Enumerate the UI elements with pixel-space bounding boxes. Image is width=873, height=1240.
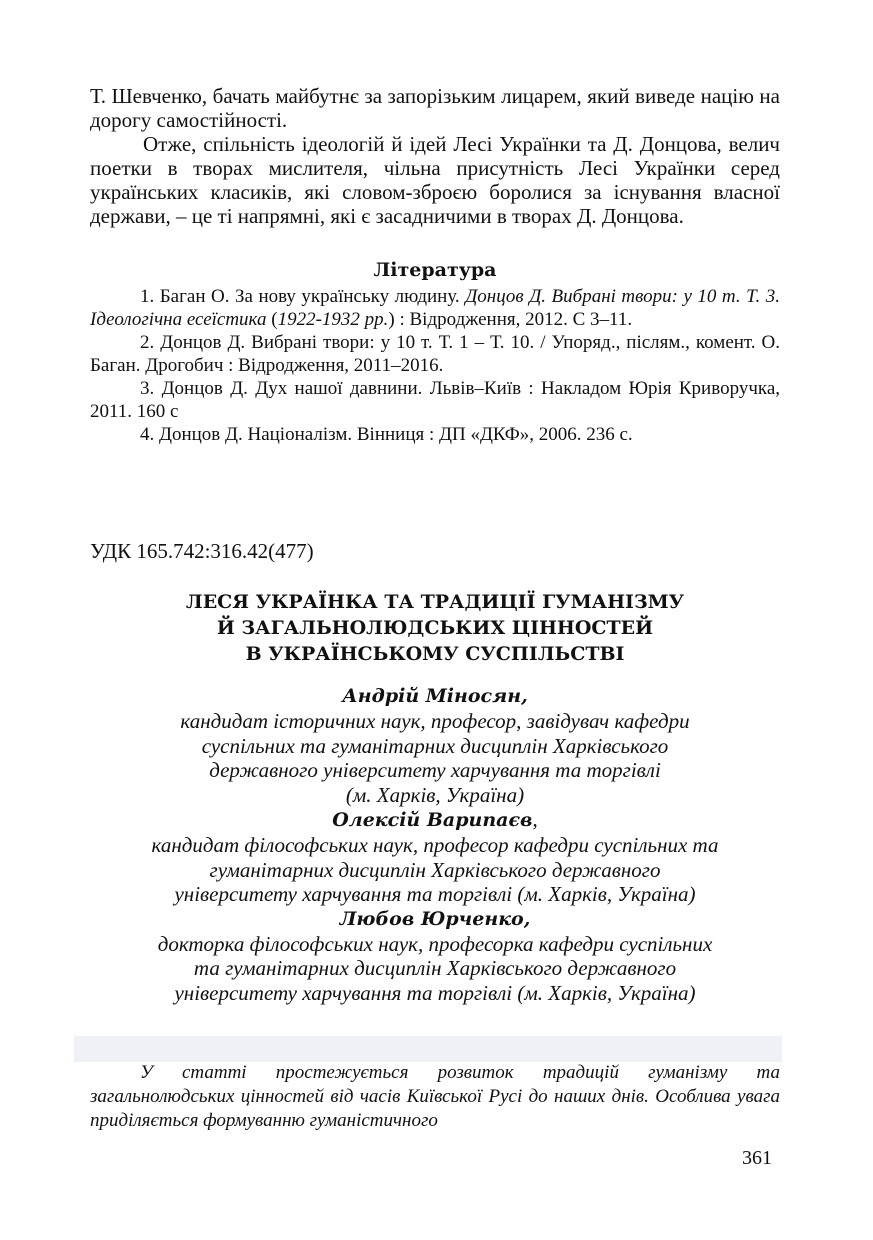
reference-1-years: 1922-1932 рр. — [277, 309, 389, 330]
author-name-2-text: Олексій Варипаєв — [332, 809, 533, 831]
author-affiliation-1-line-4: (м. Харків, Україна) — [345, 782, 525, 807]
literature-heading: Література — [373, 259, 497, 281]
body-paragraph-2: Отже, спільність ідеологій й ідей Лесі Українки та Д. Донцова, велич поетки в творах мислителя, чільна присутність Лесі Українки серед українських класиків, які словом-зброєю боролися за існування власної держави, – це ті напрямні, які є засадничими в творах Д. Донцова. — [90, 132, 780, 228]
author-name-1: Андрій Міносян, — [342, 685, 528, 707]
author-block-3 — [90, 907, 780, 1006]
article-title-line-1: ЛЕСЯ УКРАЇНКА ТА ТРАДИЦІЇ ГУМАНІЗМУ — [185, 591, 685, 613]
reference-1-source: Донцов Д. Вибрані твори: у 10 т. Т. 3. Ідеологічна есеїстика — [90, 286, 780, 330]
article-title — [90, 589, 780, 667]
abstract — [90, 1061, 780, 1133]
udk-code: УДК 165.742:316.42(477) — [90, 539, 314, 563]
reference-1-author: 1. Баган О. За нову українську людину. — [140, 286, 466, 307]
author-affiliation-1-line-3: державного університету харчування та торгівлі — [209, 758, 661, 782]
reference-1 — [90, 285, 780, 331]
author-affiliation-3-line-3: університету харчування та торгівлі (м. Харків, Україна) — [174, 980, 696, 1005]
article-title-line-2: Й ЗАГАЛЬНОЛЮДСЬКИХ ЦІННОСТЕЙ — [216, 617, 654, 639]
page-number: 361 — [742, 1147, 772, 1169]
page-content — [90, 84, 780, 1005]
author-block-1 — [90, 684, 780, 807]
reference-3: 3. Донцов Д. Дух нашої давнини. Львів–Київ : Накладом Юрія Криворучка, 2011. 160 с — [90, 378, 780, 422]
author-name-3: Любов Юрченко, — [339, 907, 531, 930]
reference-1-paren-open: ( — [266, 309, 278, 330]
abstract-separator-band — [74, 1036, 782, 1062]
author-affiliation-3-line-1: докторка філософських наук, професорка кафедри суспільних — [157, 931, 713, 956]
author-affiliation-1-line-1: кандидат історичних наук, професор, завідувач кафедри — [180, 709, 690, 733]
author-block-2 — [90, 807, 780, 907]
body-paragraph-1: Т. Шевченко, бачать майбутнє за запорізьким лицарем, який виведе націю на дорогу самостійності. — [90, 84, 780, 132]
author-affiliation-2-line-2: гуманітарних дисциплін Харківського державного — [209, 857, 661, 882]
author-affiliation-2-line-3: університету харчування та торгівлі (м. Харків, Україна) — [174, 882, 696, 906]
author-affiliation-2-line-1: кандидат філософських наук, професор кафедри суспільних та — [151, 833, 719, 857]
abstract-text: У статті простежується розвиток традицій гуманізму та загальнолюдських цінностей від часів Київської Русі до наших днів. Особлива увага приділяється формуванню гуманістичного — [90, 1062, 780, 1131]
author-affiliation-1-line-2: суспільних та гуманітарних дисциплін Харківського — [201, 733, 669, 758]
author-affiliation-3-line-2: та гуманітарних дисциплін Харківського державного — [193, 956, 677, 980]
reference-1-publisher: ) : Відродження, 2012. С 3–11. — [388, 309, 633, 330]
author-name-2 — [90, 807, 780, 833]
article-title-line-3: В УКРАЇНСЬКОМУ СУСПІЛЬСТВІ — [245, 643, 625, 665]
reference-2: 2. Донцов Д. Вибрані твори: у 10 т. Т. 1 – Т. 10. / Упоряд., післям., комент. О. Баган. Дрогобич : Відродження, 2011–2016. — [90, 332, 780, 376]
author-name-2-comma: , — [532, 807, 538, 831]
reference-4: 4. Донцов Д. Націоналізм. Вінниця : ДП «ДКФ», 2006. 236 с. — [140, 424, 633, 445]
